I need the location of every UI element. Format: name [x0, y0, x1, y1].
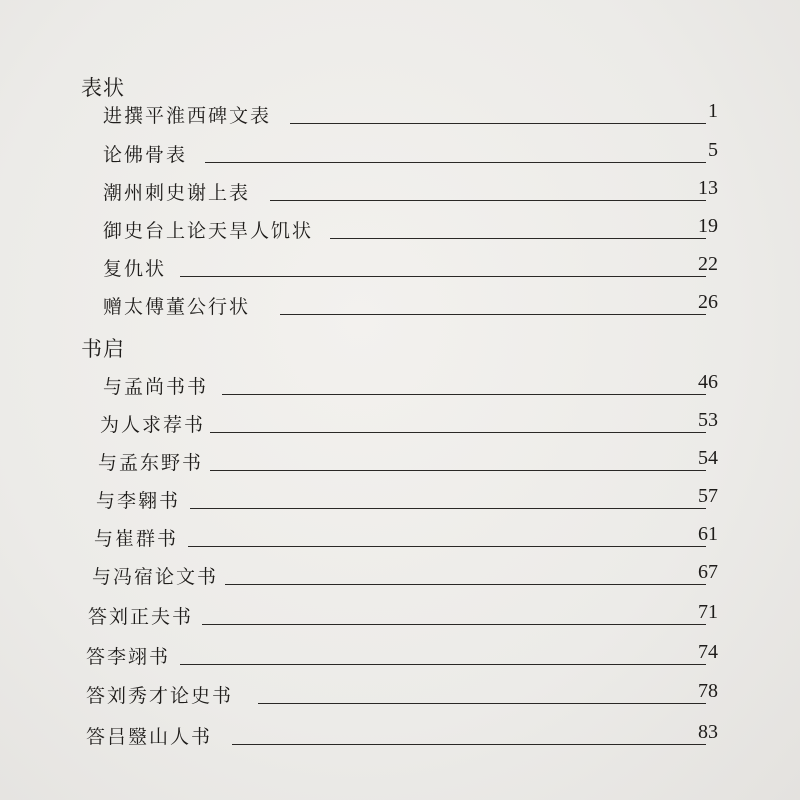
toc-entry[interactable] — [0, 722, 800, 752]
entry-title: 复仇状 — [103, 258, 167, 280]
toc-entry[interactable] — [0, 602, 800, 632]
entry-title: 论佛骨表 — [103, 144, 188, 166]
entry-page: 13 — [698, 177, 718, 199]
entry-page: 74 — [698, 641, 718, 663]
toc-entry[interactable] — [0, 292, 800, 322]
leader-line — [202, 624, 706, 625]
entry-page: 61 — [698, 523, 718, 545]
entry-title: 答刘秀才论史书 — [86, 685, 234, 707]
leader-line — [280, 314, 706, 315]
toc-entry[interactable] — [0, 140, 800, 170]
entry-page: 22 — [698, 253, 718, 275]
toc-entry[interactable] — [0, 254, 800, 284]
leader-line — [180, 664, 706, 665]
entry-title: 潮州刺史谢上表 — [103, 182, 251, 204]
entry-page: 1 — [708, 100, 718, 122]
entry-page: 71 — [698, 601, 718, 623]
entry-title: 进撰平淮西碑文表 — [103, 105, 272, 127]
toc-entry[interactable] — [0, 486, 800, 516]
leader-line — [330, 238, 706, 239]
toc-entry[interactable] — [0, 178, 800, 208]
section-heading-biaozhuang: 表状 — [81, 76, 125, 100]
leader-line — [258, 703, 706, 704]
toc-entry[interactable] — [0, 101, 800, 131]
toc-entry[interactable] — [0, 642, 800, 672]
entry-title: 答吕毉山人书 — [86, 726, 213, 748]
leader-line — [188, 546, 706, 547]
toc-entry[interactable] — [0, 448, 800, 478]
entry-page: 19 — [698, 215, 718, 237]
entry-title: 与崔群书 — [94, 528, 179, 550]
leader-line — [225, 584, 706, 585]
entry-title: 与冯宿论文书 — [92, 566, 219, 588]
entry-title: 答李翊书 — [86, 646, 171, 668]
toc-entry[interactable] — [0, 410, 800, 440]
entry-page: 46 — [698, 371, 718, 393]
entry-page: 54 — [698, 447, 718, 469]
entry-page: 78 — [698, 680, 718, 702]
toc-entry[interactable] — [0, 681, 800, 711]
toc-entry[interactable] — [0, 372, 800, 402]
entry-page: 83 — [698, 721, 718, 743]
entry-title: 与孟东野书 — [98, 452, 204, 474]
leader-line — [232, 744, 706, 745]
toc-entry[interactable] — [0, 216, 800, 246]
entry-page: 67 — [698, 561, 718, 583]
entry-page: 5 — [708, 139, 718, 161]
leader-line — [222, 394, 706, 395]
entry-page: 26 — [698, 291, 718, 313]
leader-line — [205, 162, 706, 163]
leader-line — [210, 470, 706, 471]
entry-title: 赠太傅董公行状 — [103, 296, 251, 318]
entry-page: 57 — [698, 485, 718, 507]
leader-line — [190, 508, 706, 509]
leader-line — [210, 432, 706, 433]
toc-entry[interactable] — [0, 524, 800, 554]
entry-title: 与孟尚书书 — [103, 376, 209, 398]
entry-title: 答刘正夫书 — [88, 606, 194, 628]
leader-line — [290, 123, 706, 124]
entry-page: 53 — [698, 409, 718, 431]
entry-title: 御史台上论天旱人饥状 — [103, 220, 314, 242]
leader-line — [270, 200, 706, 201]
entry-title: 为人求荐书 — [100, 414, 206, 436]
leader-line — [180, 276, 706, 277]
toc-entry[interactable] — [0, 562, 800, 592]
entry-title: 与李翱书 — [96, 490, 181, 512]
section-heading-shuqi: 书启 — [81, 337, 125, 361]
